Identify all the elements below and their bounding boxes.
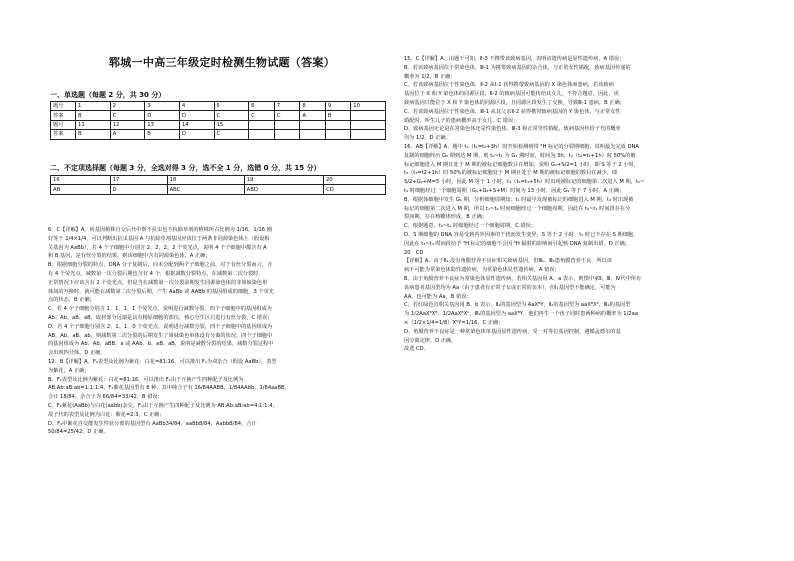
table-cell: D (179, 130, 214, 139)
text-line: S/2+G₂+M=5 小时，因此 M 等于 1 小时，t₄（t₄=t₃+5h）时出现被标记的细胞第二次进入 M 期，t₀~ (404, 179, 645, 186)
table-cell (351, 111, 386, 120)
text-line: AB、Ab、aB、ab，则减数第二次分裂的后期发生了姐妹染色单体没有分离的状况，四个子细胞中 (48, 332, 273, 339)
text-line: 故选 CD。 (404, 346, 429, 353)
table-cell (274, 130, 300, 139)
table-cell: 15 (214, 120, 249, 129)
table-cell: 3 (145, 102, 180, 111)
text-line: 好等于 1/4×1/4，可以判断出抗虫基因 A 与抗除草剂基因应该位于两条非同源染色体上（假设相 (48, 235, 270, 242)
text-line: 为 1/2AaXᴮXᴮ、1/2AaXᴮXᵇ，Ⅲ₁的基因型为 aaXᴮY，他们再生一个孩子同时患两种病的概率为 1/2aa (404, 311, 639, 318)
table-cell: 14 (179, 120, 214, 129)
text-line: 裂间期，存在核糖体形成，B 正确； (404, 214, 488, 221)
table-cell: 16 (51, 176, 111, 185)
text-line: 因此在 t₃~t₄ 时间段给予 ³H 标记的细胞不会因 ³H 辐射的影响而引起核 DNA 复制出错，D 正确。 (404, 240, 630, 247)
text-line: B、根据细胞分裂的特点，DNA 分子复制后，向未分配到两个子细胞之前，对于有丝分裂而言，含 (48, 262, 273, 269)
table-cell: C (249, 111, 275, 120)
text-line: C、根据题意，t₀~t₁ 时细胞经过一个细胞周期，C 错误； (404, 223, 537, 230)
table-cell: D (145, 111, 180, 120)
text-line: 基因位于 X 和 Y 染色体的同源区段，Ⅱ-2 的致病基因可能传给其女儿，不符合题意。因此，该 (404, 91, 619, 98)
text-line: D、若 4 个子细胞分别含 2、1、1、0 个荧光点，说明进行减数分裂，四个子细胞中的基因组成为 (48, 323, 273, 330)
table-cell: 题号 (51, 102, 76, 111)
text-line: 【详解】A、由于Ⅱ₁ 没有角膜营养不良症相关致病基因，但Ⅲ₁、Ⅲ₂患角膜营养不良，所以该 (404, 258, 612, 265)
text-line: D、F₂中紫花自交能发生性状分离的基因型有 AaBb34/84、aaBb8/84、AabbB/84，合计 (48, 420, 257, 427)
text-line: 的基因组成为 Ab、Ab、aBB、a 或 AAb、b、aB、aB，说明是减数分裂的结果，减数分裂过程中 (48, 341, 274, 348)
text-line: 20．CD (404, 249, 424, 256)
text-line: Ab、Ab、aB、aB，取材部分远端是具有精原细胞的部位，核心分生区只进行有丝分裂，C 错误； (48, 314, 273, 321)
table-cell: A (110, 130, 145, 139)
text-line: 正常情况下应该含有 2 个荧光点，但是当在减数第一次分裂前期发生同源染色体的非姐妹染色单 (48, 279, 268, 286)
table-cell: 答案 (51, 130, 76, 139)
table-cell: D (179, 111, 214, 120)
table-cell: 17 (110, 176, 167, 185)
table-row (51, 120, 386, 129)
table-row (51, 185, 386, 194)
table-cell: 7 (274, 102, 300, 111)
text-line: C、F₂紫花(AaBb)与白花(aabb)杂交，F₁由于互换产生四种配子及比例为 AB:Ab:aB:ab=4:1:1:4， (48, 402, 278, 409)
table-cell (325, 130, 350, 139)
text-line: B、F₂表型及比例为紫花：白花=81:16，可以推出 F₁由于互换产生四种配子及比例为 (48, 376, 244, 383)
table-cell: B (76, 111, 111, 120)
table-cell: 19 (244, 176, 323, 185)
text-line: 为紫花，A 正确； (48, 367, 90, 374)
text-line: 16．AB【详解】A、题中 t₁（t₁=t₀+3h）时开始检测到带 ³H 标记的分裂期细胞，说明最先完成 DNA (404, 143, 639, 150)
table-cell: CD (323, 185, 385, 194)
text-line: D、致病基因无论是在常染色体还是性染色体，Ⅲ-3 和正常男性婚配，致病基因传给子代的概率 (404, 126, 621, 133)
table-cell: 题号 (51, 120, 76, 129)
table-cell: AB (51, 185, 111, 194)
table-cell: B (145, 130, 180, 139)
text-line: 标记的细胞第二次进入 M 期，所以 t₁~t₄ 时间细胞经过一个细胞周期，因此在 t₀~t₁ 时间段存在分 (404, 205, 631, 212)
text-line: 均为 1/2，D 正确。 (404, 135, 451, 142)
table-cell (351, 120, 386, 129)
table-cell: C (110, 111, 145, 120)
table-row (51, 130, 386, 139)
text-line: 和 B 基因，是有丝分裂的结果，则该细胞中含有同源染色体，A 正确； (48, 253, 211, 260)
table-cell (351, 130, 386, 139)
table-row (51, 102, 386, 111)
table-cell: 8 (300, 102, 325, 111)
text-line: B、根据体细胞中发生 G₁ 期，分析细胞周期知：t₁ 时最早发现被标记的细胞进入 M 期，t₄ 时出现被 (404, 196, 634, 203)
table-cell: D (110, 185, 167, 194)
text-line: 复制的细胞经历 G₂ 期到达 M 期，则 t₀~t₁ 为 G₂ 期时间，时间为 3h；t₂（t₂=t₁+1h）时 50%的被 (404, 152, 636, 159)
text-line: ×（1/2×1/4=1/8）XᵇY=1/16，C 正确； (404, 319, 504, 326)
table-cell: B (76, 130, 111, 139)
table-cell: 13 (145, 120, 180, 129)
text-line: 50/84=25/42，D 正确。 (48, 429, 109, 436)
table-cell: 18 (167, 176, 244, 185)
text-line: 故子代的表型及比例为白花：紫花=2:3，C 正确； (48, 411, 165, 418)
answer-table-single-choice (50, 101, 386, 140)
text-line: 病不可能为常染色体隐性遗传病，为常染色体显性遗传病，A 错误； (404, 267, 560, 274)
table-row (51, 176, 386, 185)
text-line: 概率为 1/2，B 正确； (404, 73, 456, 80)
text-line: 标记细胞进入 M 期且处于 M 期的被标记细胞数目在增加，说明 G₂+S/2=1 小时，即 S 等于 2 小时， (404, 161, 639, 168)
text-line: t₃（t₃=t2+1h）时 50%的被标记细胞处于 M 期且处于 M 期的被标记细胞的数目在减少，即 (404, 170, 618, 177)
table-cell: C (214, 111, 249, 120)
table-cell (300, 120, 325, 129)
table-cell: C (214, 130, 249, 139)
table-cell (274, 120, 300, 129)
text-line: D、角膜营养不良症是一种常染色体单基因显性遗传病，受一对等位基因控制，遵循孟德尔的基 (404, 328, 621, 335)
text-line: 关基因为 AaBb），若 4 个子细胞中分别含 2、2、2、2 个荧光点，说明 4 个子细胞中都含有 A (48, 244, 267, 251)
text-line: 该病患者基因型均为 Aa（由于患者有正常子女或正常的亲本），但Ⅰ₁基因型不能确定，可能为 (404, 284, 616, 291)
text-line: B、由于角膜营养不良症为常染色体显性遗传病，若相关基因用 A、a 表示，则图中家Ⅱ、Ⅲ、Ⅳ代中所有 (404, 275, 642, 282)
table-cell: 4 (179, 102, 214, 111)
text-line: C、若该致病基因位于性染色体，Ⅲ-1 从其父亲Ⅱ-2 获得携带致病基因的 Y 染色体，与正常女性 (404, 108, 621, 115)
table-cell: 6 (249, 102, 275, 111)
table-cell: 12 (110, 120, 145, 129)
page-title: 郓城一中高三年级定时检测生物试题（答案） (109, 56, 335, 69)
text-line: 因分离定律，D 正确。 (404, 337, 457, 344)
table-cell: A (300, 111, 325, 120)
table-cell: 2 (110, 102, 145, 111)
explanations-left (48, 226, 396, 437)
text-line: 婚配时，所生儿子的患病概率高于女儿，C 错误； (404, 117, 519, 124)
table-cell: 9 (325, 102, 350, 111)
table-cell: 1 (76, 102, 111, 111)
table-cell: B (325, 111, 350, 120)
text-line: 15．C【详解】A、由题干可知，Ⅱ-3 不携带该致病基因，表明该遗传病是显性遗传病，A 错误； (404, 56, 625, 62)
text-line: C、若 4 个子细胞分别含 1、1、1、1 个荧光点，说明进行减数分裂，四个子细胞中的基因组成为 (48, 306, 272, 313)
table-cell: 5 (214, 102, 249, 111)
table-cell: 20 (323, 176, 385, 185)
text-line: 有 4 个荧光点，减数第一次分裂后期也含有 4 个，根据减数分裂特点，在减数第二次分裂时， (48, 270, 264, 277)
table-cell: C (274, 111, 300, 120)
section1-heading: 一、单选题（每题 2 分，共 30 分） (50, 91, 166, 99)
text-line: 致病基因只能位于 X 和 Y 染色体的同源区段，且同源区段发生了交换，导致Ⅲ-1 患病，B 正确； (404, 99, 625, 106)
text-line: 12．B【详解】A、F₂表型及比例为紫花：白花=81:16，可以推出 F₁为双杂合（假设 AaBb），表型 (48, 358, 277, 365)
table-cell (325, 120, 350, 129)
table-cell: 11 (76, 120, 111, 129)
table-cell (249, 130, 275, 139)
table-cell (249, 120, 275, 129)
table-cell: 10 (351, 102, 386, 111)
text-line: 点的状态，B 正确； (48, 297, 95, 304)
text-line: C、若红绿色盲相关基因用 B、b 表示，Ⅱ₁的基因型为 AaXᴮY，Ⅱ₂的基因型为 aaXᴮXᵇ，Ⅲ₂的基因型 (404, 302, 631, 309)
table-cell: ABD (244, 185, 323, 194)
text-line: t₄ 时细胞经过一个细胞周期（G₁+G₂+S+M）时间为 13 小时，因此 G₁ 等于 7 小时，A 正确； (404, 187, 625, 194)
explanations-right (404, 55, 764, 354)
text-line: 合计 18/84，杂合子为 66/84=33/42，B 错误； (48, 394, 163, 401)
text-line: 体间的互换时，就可能在减数第二次分裂后期，产生 AaBb 或 AABb 的基因组成的细胞，3 个荧光 (48, 288, 274, 295)
text-line: 6．C【详解】A、转基因植株自交后代中既不抗虫也不抗除草剂的植株所占比例为 1/16，1/16 刚 (48, 227, 272, 233)
table-cell (300, 130, 325, 139)
section2-heading: 二、不定项选择题（每题 3 分，全选对得 3 分，选不全 1 分，选错 0 分，共 15 分） (50, 164, 321, 172)
table-row (51, 111, 386, 120)
text-line: D、S 期细胞的 DNA 容易受到内外因素的干扰而发生变异，S 等于 2 小时，t₃ 时已不存在 S 期细胞， (404, 231, 639, 238)
table-cell: 答案 (51, 111, 76, 120)
answer-table-multi-choice (50, 175, 386, 195)
table-cell: ABC (167, 185, 244, 194)
text-line: AA，也可能为 Aa，B 错误； (404, 293, 472, 300)
text-line: B、若该致病基因位于常染色体，Ⅲ-1 为携带致病基因的杂合体，与正常女性婚配，致病基因传递的 (404, 64, 631, 71)
text-line: 会出现四分体，D 正确。 (48, 350, 106, 357)
text-line: AB:Ab:aB:ab=1:1:1:4，F₂紫花基因型有 8 种，其中纯合子有 16/84AABB、1/84AAbb、1/84aaBB， (48, 385, 290, 392)
text-line: C、若该致病基因位于性染色体，Ⅱ-2 从Ⅰ-1 获得携带致病基因的 X 染色体而患病，若该致病 (404, 82, 614, 89)
